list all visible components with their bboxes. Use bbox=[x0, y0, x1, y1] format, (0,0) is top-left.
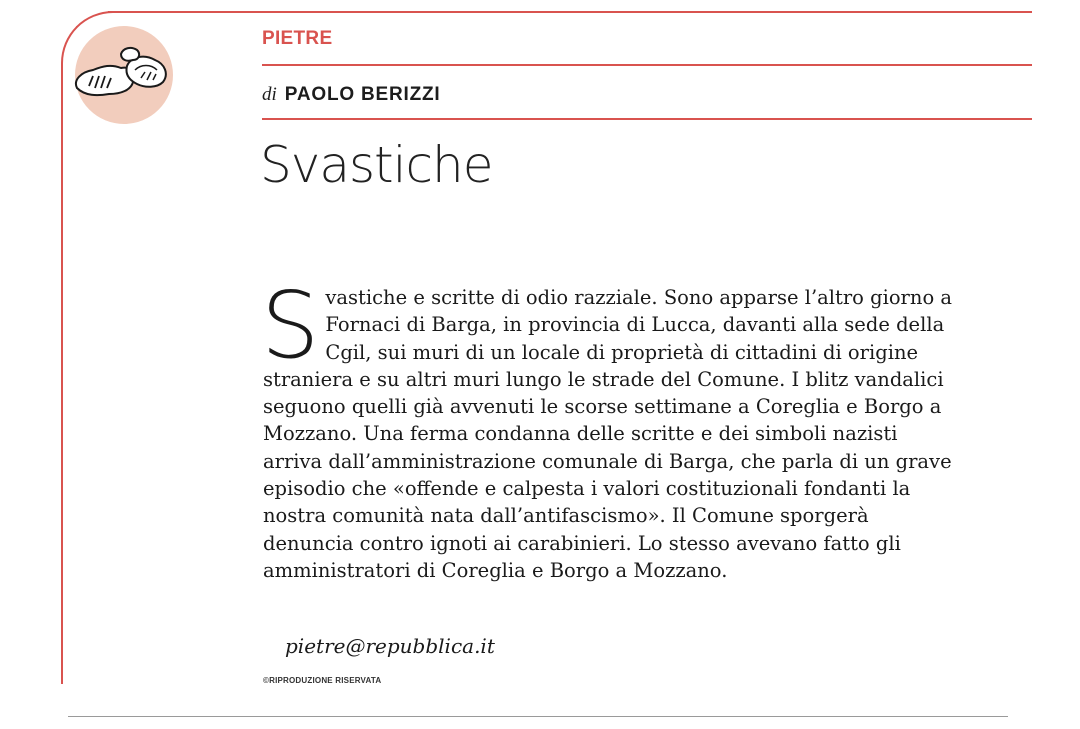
contact-email[interactable]: pietre@repubblica.it bbox=[285, 634, 495, 658]
stones-drawing bbox=[71, 42, 175, 112]
section-label: PIETRE bbox=[262, 28, 333, 49]
article-body bbox=[261, 272, 953, 584]
article-headline: Svastiche bbox=[260, 136, 493, 194]
bottom-divider bbox=[68, 716, 1008, 717]
copyright-notice: ©RIPRODUZIONE RISERVATA bbox=[263, 676, 382, 685]
frame-left-border bbox=[61, 66, 63, 684]
section-divider bbox=[262, 64, 1032, 66]
article-body-text: vastiche e scritte di odio razziale. Sono apparse l’altro giorno a Fornaci di Barga, in provincia di Lucca, davanti alla sede della Cgil, sui muri di un locale di proprietà di cittadini di origine straniera e su altri muri lungo le strade del Comune. I blitz vandalici seguono quelli già avvenuti le scorse settimane a Coreglia e Borgo a Mozzano. Una ferma condanna delle scritte e dei simboli nazisti arriva dall’amministrazione comunale di Barga, che parla di un grave episodio che «offende e calpesta i valori costituzionali fondanti la nostra comunità nata dall’antifascismo». Il Comune sporgerà denuncia contro ignoti ai carabinieri. Lo stesso avevano fatto gli amministratori di Coreglia e Borgo a Mozzano. bbox=[263, 286, 953, 582]
drop-cap: S bbox=[261, 272, 320, 379]
stones-icon bbox=[75, 26, 173, 124]
byline-prefix: di bbox=[262, 84, 277, 105]
byline-divider bbox=[262, 118, 1032, 120]
byline bbox=[262, 84, 441, 106]
frame-top-border bbox=[108, 11, 1032, 13]
author-name: PAOLO BERIZZI bbox=[284, 84, 441, 105]
